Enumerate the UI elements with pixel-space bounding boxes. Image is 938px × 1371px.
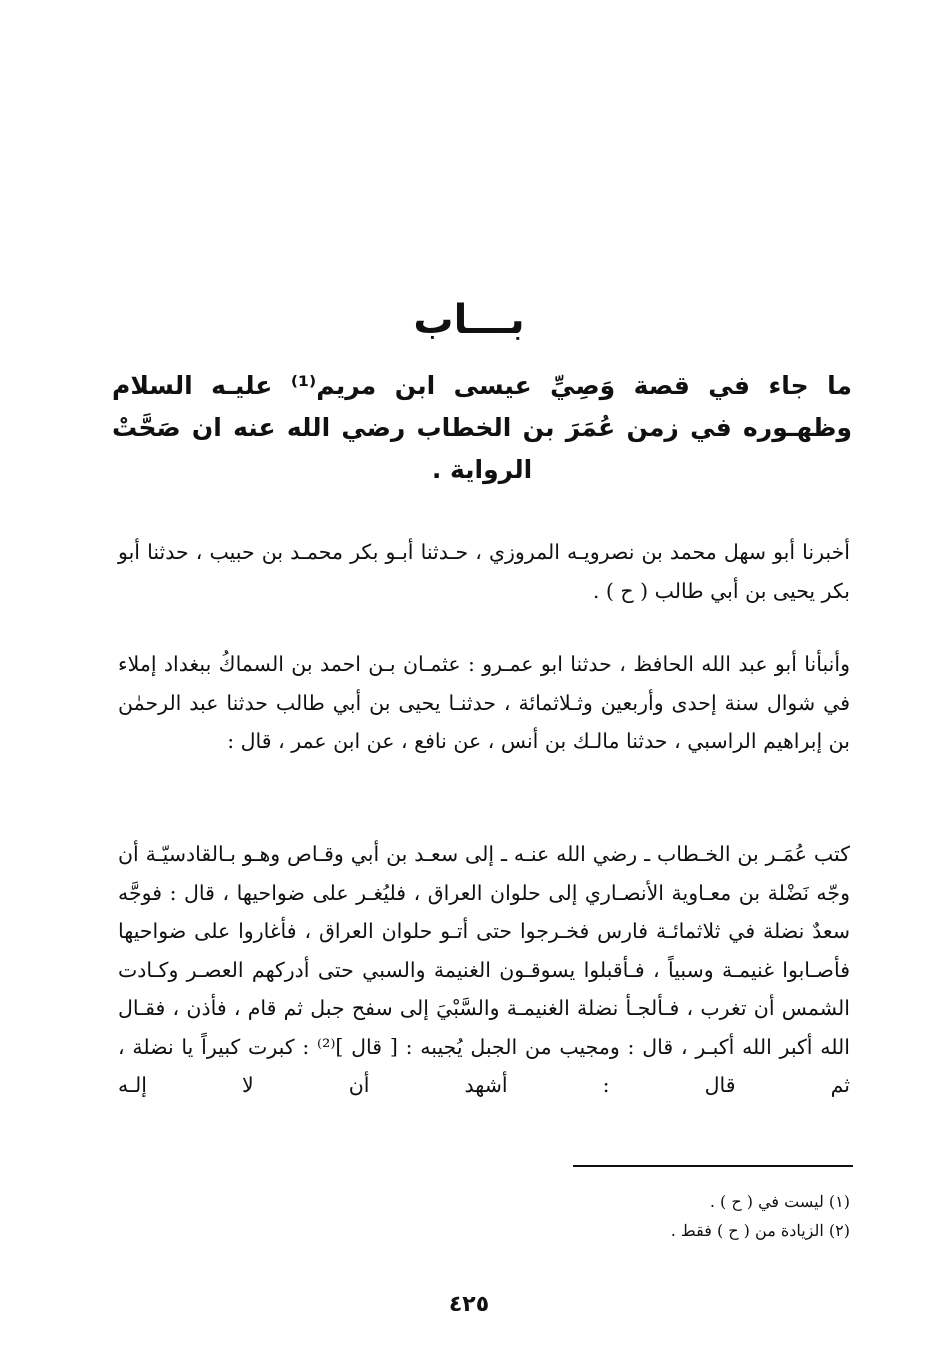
footnote-2: (٢) الزيادة من ( ح ) فقط . [670,1221,850,1240]
page-number: ٤٢٥ [448,1292,490,1317]
chapter-heading: بـــاب [413,297,525,343]
paragraph-isnad-2: وأنبأنا أبو عبد الله الحافظ ، حدثنا ابو عمـرو : عثمـان بـن احمد بن السماكُ ببغداد إملاء في شوال سنة إحدى وأربعين وثـلاثمائة ، حدثنـا يحيى بن أبي طالب حدثنا عبد الرحمٰن بن إبراهيم الراسبي ، حدثنا مالـك بن أنس ، عن نافع ، عن ابن عمر ، قال : [118,652,850,753]
chapter-title: ما جاء في قصة وَصِيِّ عيسى ابن مريم⁽¹⁾ عليـه السلام وظهـوره في زمن عُمَرَ بن الخطاب رضي الله عنه ان صَحَّتْ الرواية . [112,371,852,484]
footnote-divider [573,1165,853,1167]
paragraph-narrative: كتب عُمَـر بن الخـطاب ـ رضي الله عنـه ـ إلى سعـد بن أبي وقـاص وهـو بـالقادسيّـة أن وجّه نَضْلة بن معـاوية الأنصـاري إلى حلوان العراق ، فليُغـر على ضواحيها ، قال : فوجَّه سعدٌ نضلة في ثلاثمائـة فارس فخـرجوا حتى أتـو حلوان العراق ، فأغاروا على ضواحيها فأصـابوا غنيمـة وسبياً ، فـأقبلوا يسوقـون الغنيمة والسبي حتى أدركهم العصـر وكـادت الشمس أن تغرب ، فـألجـأ نضلة الغنيمـة والسَّبْيَ إلى سفح جبل ثم قام ، فأذن ، فقـال الله أكبر الله أكبـر ، قال : ومجيب من الجبل يُجيبه : [ قال ]⁽²⁾ : كبرت كبيراً يا نضلة ، ثم قال : أشهد أن لا إلـه [118,842,850,1097]
footnotes [400,1187,850,1245]
paragraph-isnad-1: أخبرنا أبو سهل محمد بن نصرويـه المروزي ، حـدثنا أبـو بكر محمـد بن حبيب ، حدثنا أبو بكر يحيى بن أبي طالب ( ح ) . [118,540,850,603]
footnote-1: (١) ليست في ( ح ) . [709,1192,850,1211]
